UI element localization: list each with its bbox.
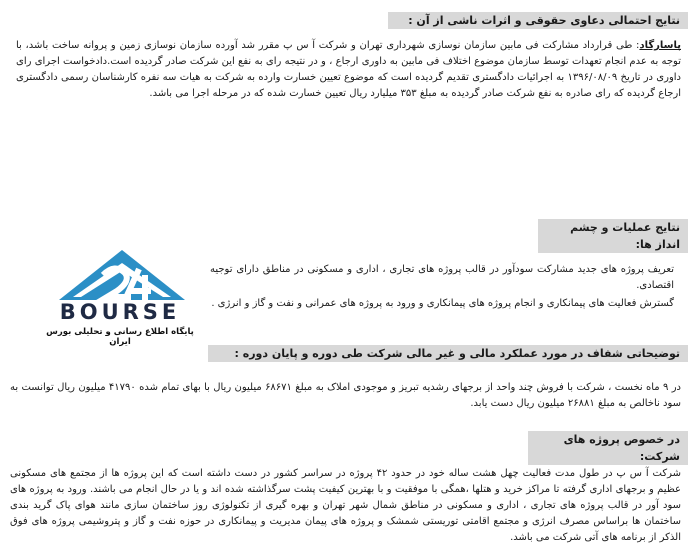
legal-paragraph (16, 38, 681, 102)
section-heading-legal: نتایج احتمالی دعاوی حقوقی و اثرات ناشی از آن : (388, 12, 688, 29)
outlook-item-1: تعریف پروژه های جدید مشارکت سودآور در قالب پروژه های تجاری ، اداری و مسکونی در مناطق دارای توجیه اقتصادی. (210, 264, 674, 291)
pasargad-label: پاسارگاد (639, 40, 681, 51)
section-heading-outlook: نتایج عملیات و چشم انداز ها: (538, 219, 688, 253)
section-heading-projects: در خصوص پروژه های شرکت: (528, 431, 688, 465)
performance-paragraph: در ۹ ماه نخست ، شرکت با فروش چند واحد از برجهای رشدیه تبریز و موجودی املاک به مبلغ ۶۸۶۷۱ میلیون ریال با بهای تمام شده ۴۱۷۹۰ میلیون ریال توانست به سود ناخالص به مبلغ ۲۶۸۸۱ میلیون ریال دست یابد. (10, 382, 682, 409)
projects-paragraph: شرکت آ س پ در طول مدت فعالیت چهل هشت ساله خود در حدود ۴۲ پروژه در سراسر کشور در دست داشته است که این پروژه ها از مجتمع های مسکونی عظیم و برجهای اداری گرفته تا مراکز خرید و هتلها ،همگی با موفقیت و با بهترین کیفیت پشت سرگذاشته شده اند و یا در حال انجام می باشند. ورود به پروژه های سود آور در قالب پروژه های تجاری ، اداری و مسکونی در مناطق شمال شهر تهران و بهره گیری از تکنولوژی روز ساختمان سازی مانند هوای پاک گرید بندی ساختمان ها براساس مصرف انرژی و مجتمع اقامتی توریستی شمشک و پروژه های پیمان مدیریت و پیمانکاری در حوزه نفت و گاز و پتروشیمی پروژه های فوق الذکر از برنامه های آتی شرکت می باشد. (10, 468, 681, 543)
section-heading-performance: توضیحاتی شفاف در مورد عملکرد مالی و غیر مالی شرکت طی دوره و پایان دوره : (208, 345, 688, 362)
bourse-wordmark: BOURSE (59, 300, 181, 324)
outlook-item-2: گسترش فعالیت های پیمانکاری و انجام پروژه های پیمانکاری و ورود به پروژه های عمرانی و نفت و گاز و انرژی . (211, 298, 674, 309)
bourse-tagline: پایگاه اطلاع رسانی و تحلیلی بورس ایران (46, 327, 194, 347)
legal-paragraph-text: : طی قرارداد مشارکت فی مابین سازمان نوسازی شهرداری تهران و شرکت آ س پ مقرر شد آورده سازمان نوسازی زمین و پروانه ساخت باشد، با توجه به عدم انجام تعهدات توسط سازمان موضوع اختلاف فی مابین به داوری ارجاع ، و در نتیجه رای به نفع این شرکت صادر گردیده است.دادخواست اجرای رای داوری در تاریخ ۱۳۹۶/۰۸/۰۹ به اجرائیات دادگستری تقدیم گردیده است که موضوع تعیین خسارت وارده به شرکت به هیات سه نفره کارشناسان رسمی دادگستری ارجاع گردیده که رای صادره به نفع شرکت صادر گردیده به مبلغ ۳۵۳ میلیارد ریال تعیین خسارت شده که در مرحله اجرا می باشد. (16, 40, 682, 99)
